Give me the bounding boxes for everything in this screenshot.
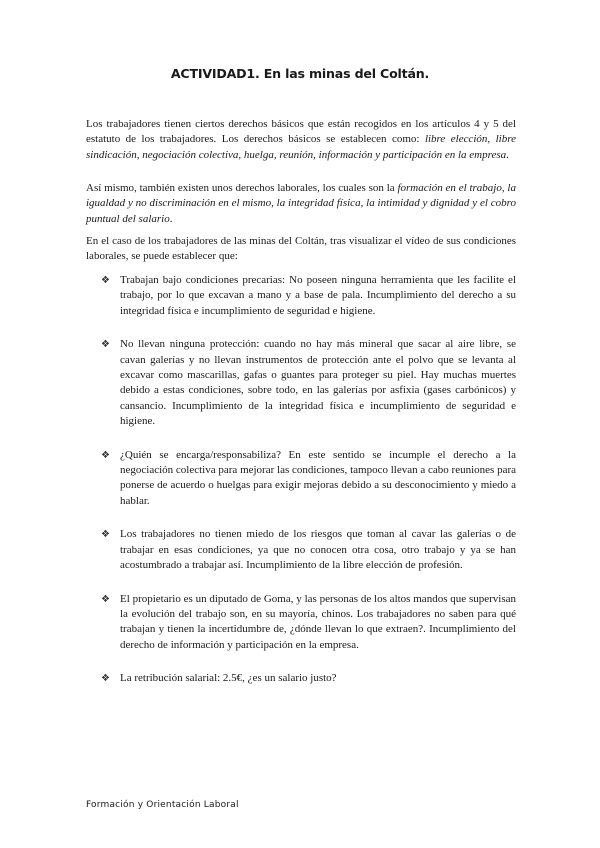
list-item-text: El propietario es un diputado de Goma, y las personas de los altos mandos que supervisan la evolución del trabajo son, en su mayoría, chinos. Los trabajadores no saben para qué trabajan y tienen la incertidumbre de, ¿dónde llevan lo que extraen?. Incumplimiento del derecho de información y participación en la empresa. [120,592,516,651]
list-item [101,671,516,686]
list-item [101,337,516,429]
p2-text: Así mismo, también existen unos derechos laborales, los cuales son la [86,182,398,194]
list-item-text: Los trabajadores no tienen miedo de los riesgos que toman al cavar las galerías o de trabajar en esas condiciones, ya que no conocen otra cosa, otro trabajo y ya se han acostumbrado a trabajar así. Incumplimiento de la libre elección de profesión. [120,528,516,572]
bullet-list [101,273,516,705]
diamond-bullet-icon: ❖ [101,673,110,685]
intro-paragraph-1 [86,117,516,163]
diamond-bullet-icon: ❖ [101,275,110,286]
diamond-bullet-icon: ❖ [101,339,110,351]
list-item-text: No llevan ninguna protección: cuando no hay más mineral que sacar al aire libre, se cavan galerías y no llevan instrumentos de protección ante el polvo que se levanta al excavar como mascarillas, gafas o guantes para proteger su piel. Hay muchas muertes debido a estas condiciones, sobre todo, en las galerías por asfixia (gases carbónicos) y cansancio. Incumplimiento de la integridad física e incumplimiento de seguridad e higiene. [120,338,516,428]
diamond-bullet-icon: ❖ [101,529,110,541]
list-item-text: La retribución salarial: 2.5€, ¿es un salario justo? [120,672,337,685]
list-item [101,527,516,573]
list-item-text: Trabajan bajo condiciones precarias: No poseen ninguna herramienta que les facilite el trabajo, por lo que excavan a mano y a base de pala. Incumplimiento del derecho a su integridad física e incumplimiento de seguridad e higiene. [120,274,516,317]
list-item [101,448,516,510]
page-footer: Formación y Orientación Laboral [86,800,239,810]
intro-paragraph-3: En el caso de los trabajadores de las minas del Coltán, tras visualizar el vídeo de sus condiciones laborales, se puede establecer que: [86,235,516,263]
diamond-bullet-icon: ❖ [101,449,110,461]
list-item [101,592,516,654]
p1-end: . [506,148,509,161]
p1-text: Los trabajadores tienen ciertos derechos básicos que están recogidos en los artículos 4 y 5 del estatuto de los trabajadores. Los derechos básicos se establecen como: [86,118,516,146]
list-item [101,273,516,319]
diamond-bullet-icon: ❖ [101,593,110,605]
p2-end: . [169,212,173,225]
intro-paragraph-2 [86,181,516,227]
page-title: ACTIVIDAD1. En las minas del Coltán. [170,66,430,81]
p2-italic: formación en el trabajo, la igualdad y no discriminación en el mismo, la integridad física, la intimidad y dignidad y el cobro puntual del salario [86,182,516,225]
list-item-text: ¿Quién se encarga/responsabiliza? En este sentido se incumple el derecho a la negociación colectiva para mejorar las condiciones, tampoco llevan a cabo reuniones para ponerse de acuerdo o huelgas para exigir mejoras debido a su desconocimiento y miedo a hablar. [120,448,516,507]
p1-italic: libre elección, libre sindicación, negociación colectiva, huelga, reunión, información y participación en la empresa [86,133,516,161]
